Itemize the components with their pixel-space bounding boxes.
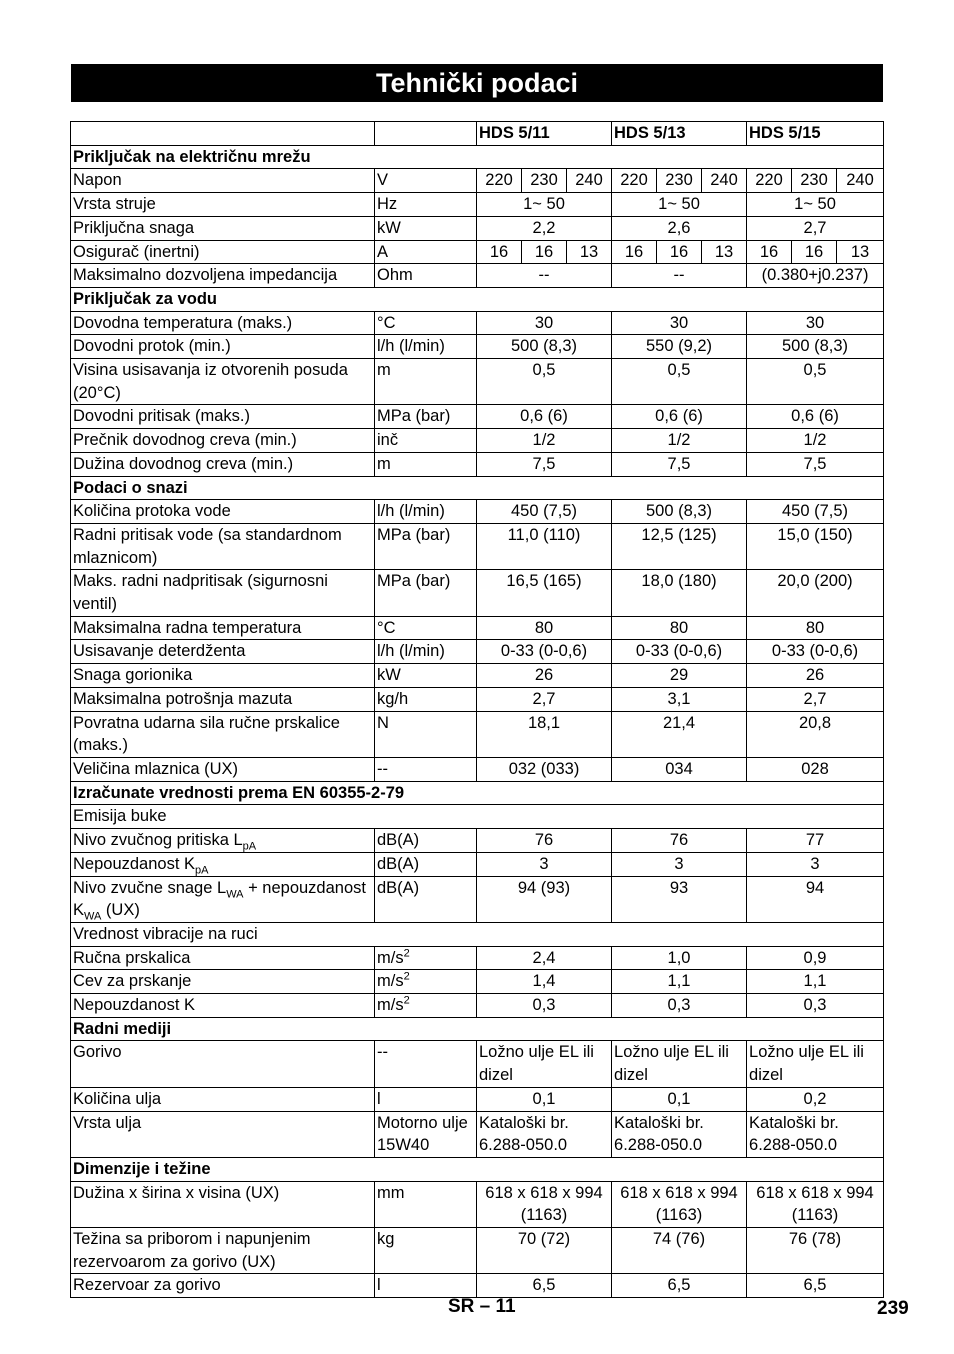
spec-table — [70, 121, 884, 1298]
table-row: Emisija buke — [71, 805, 884, 829]
page-title: Tehnički podaci — [71, 64, 883, 102]
table-row: Povratna udarna sila ručne prskalice (maks.) N 18,1 21,4 20,8 — [71, 711, 884, 757]
table-row: Rezervoar za gorivo l 6,5 6,5 6,5 — [71, 1274, 884, 1298]
table-row: Vrednost vibracije na ruci — [71, 922, 884, 946]
table-header — [71, 122, 884, 146]
model-header: HDS 5/15 — [747, 122, 884, 146]
model-header: HDS 5/11 — [477, 122, 612, 146]
table-row: Maksimalno dozvoljena impedancija Ohm -- -- (0.380+j0.237) — [71, 264, 884, 288]
table-row: Osigurač (inertni) A 16 16 13 16 16 13 16 16 13 — [71, 240, 884, 264]
table-row: Dužina dovodnog creva (min.) m 7,5 7,5 7,5 — [71, 452, 884, 476]
table-row: Snaga gorionika kW 26 29 26 — [71, 664, 884, 688]
table-row: Nivo zvučnog pritiska $L_{pA}$ dB(A) 76 76 77 — [71, 829, 884, 853]
table-row: Dovodni protok (min.) l/h (l/min) 500 (8,3) 550 (9,2) 500 (8,3) — [71, 335, 884, 359]
section-row: Radni mediji — [71, 1017, 884, 1041]
table-row: Priključna snaga kW 2,2 2,6 2,7 — [71, 216, 884, 240]
table-row: Količina ulja l 0,1 0,1 0,2 — [71, 1087, 884, 1111]
table-row: Cev za prskanje $m/s^2$ 1,4 1,1 1,1 — [71, 970, 884, 994]
footer-lang-page: SR – 11 — [448, 1296, 516, 1317]
table-row: Težina sa priborom i napunjenim rezervoarom za gorivo (UX) kg 70 (72) 74 (76) 76 (78) — [71, 1228, 884, 1274]
table-row: Veličina mlaznica (UX) -- 032 (033) 034 028 — [71, 757, 884, 781]
table-row: Prečnik dovodnog creva (min.) inč 1/2 1/2 1/2 — [71, 429, 884, 453]
table-row: Radni pritisak vode (sa standardnom mlaznicom) MPa (bar) 11,0 (110) 12,5 (125) 15,0 (150) — [71, 523, 884, 569]
table-row: Gorivo -- Ložno ulje EL ili dizel Ložno ulje EL ili dizel Ložno ulje EL ili dizel — [71, 1041, 884, 1087]
page-number: 239 — [877, 1298, 909, 1319]
section-row: Izračunate vrednosti prema EN 60355-2-79 — [71, 781, 884, 805]
table-row: Napon V 220 230 240 220 230 240 220 230 240 — [71, 169, 884, 193]
table-row: Maksimalna radna temperatura °C 80 80 80 — [71, 616, 884, 640]
section-row: Dimenzije i težine — [71, 1157, 884, 1181]
table-row: Nepouzdanost $K_{pA}$ dB(A) 3 3 3 — [71, 852, 884, 876]
table-row: Nivo zvučne snage $L_{WA}$ + nepouzdanost $K_{WA}$ (UX) dB(A) 94 (93) 93 94 — [71, 876, 884, 922]
table-row: Maksimalna potrošnja mazuta kg/h 2,7 3,1 2,7 — [71, 687, 884, 711]
table-row: Dovodni pritisak (maks.) MPa (bar) 0,6 (6) 0,6 (6) 0,6 (6) — [71, 405, 884, 429]
section-row: Priključak na električnu mrežu — [71, 145, 884, 169]
table-row: Dovodna temperatura (maks.) °C 30 30 30 — [71, 311, 884, 335]
table-row: Maks. radni nadpritisak (sigurnosni ventil) MPa (bar) 16,5 (165) 18,0 (180) 20,0 (200) — [71, 570, 884, 616]
section-row: Priključak za vodu — [71, 287, 884, 311]
table-row: Dužina x širina x visina (UX) mm 618 x 618 x 994 (1163) 618 x 618 x 994 (1163) 618 x 618 x 994 (1163) — [71, 1181, 884, 1227]
table-row: Nepouzdanost K $m/s^2$ 0,3 0,3 0,3 — [71, 994, 884, 1018]
table-row: Vrsta ulja Motorno ulje 15W40 Kataloški br. 6.288-050.0 Kataloški br. 6.288-050.0 Kataloški br. 6.288-050.0 — [71, 1111, 884, 1157]
model-header: HDS 5/13 — [612, 122, 747, 146]
section-row: Podaci o snazi — [71, 476, 884, 500]
table-row: Vrsta struje Hz 1~ 50 1~ 50 1~ 50 — [71, 193, 884, 217]
table-row: Visina usisavanja iz otvorenih posuda (20°C) m 0,5 0,5 0,5 — [71, 359, 884, 405]
table-row: Usisavanje deterdženta l/h (l/min) 0-33 (0-0,6) 0-33 (0-0,6) 0-33 (0-0,6) — [71, 640, 884, 664]
table-row: Količina protoka vode l/h (l/min) 450 (7,5) 500 (8,3) 450 (7,5) — [71, 500, 884, 524]
table-row: Ručna prskalica $m/s^2$ 2,4 1,0 0,9 — [71, 946, 884, 970]
